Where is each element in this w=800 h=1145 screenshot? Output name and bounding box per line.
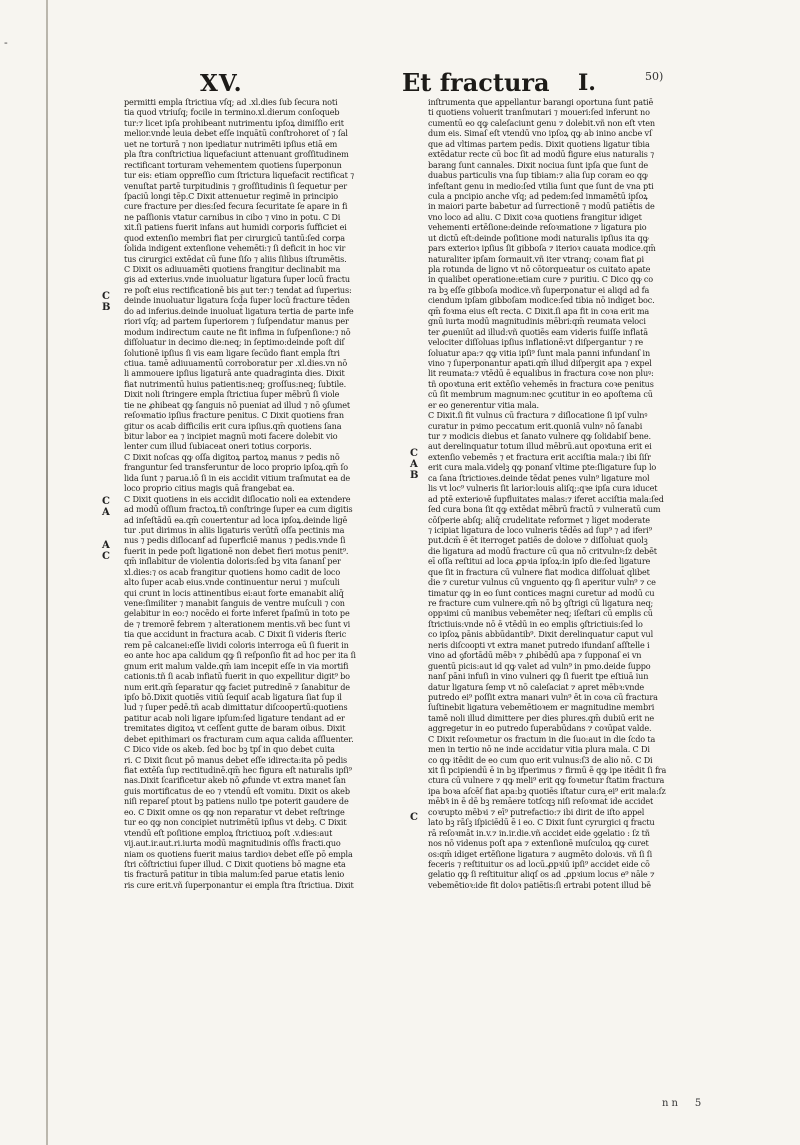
text-line: eo ante hoc apa calidum qꝙ ſi reſponſio fit ad hoc per ita ſi (124, 650, 356, 661)
margin-letter: C (102, 291, 110, 302)
text-line: gis ad exterius.vnde inuoluatur ligatura ſuper locū fractu (124, 274, 350, 285)
text-line: cure fracture per dies:ſed fecura ſecuritate ſe apare in fi (124, 201, 348, 212)
text-line: gitur os acab difficilis erit cura ipſius.qm̄ quotiens ſana (124, 420, 342, 431)
text-line: franguntur ſed transferuntur de loco proprio ipſoꝝ.qm̄ ſo (124, 462, 349, 473)
text-line: dum eis. Simaſ eſt vtendū vno ipſoꝝ qꝙ ab inino ancbe vſ (428, 128, 652, 139)
text-line: feceris ⁊ reſtituitur os ad locū.ꝓpꝛiū ipſi⁹ accidet eide cō (428, 858, 650, 869)
text-line: ipſo bō.Dixit quotiēs vitiū ſequiſ acab ligatura ſiat ſup il (124, 691, 342, 702)
text-line: ad modū oſſium fractoꝝ.tñ conſtringe ſuper ea cum digitis (124, 504, 353, 515)
page-binding-edge (46, 0, 48, 1145)
text-line: debet epithimari os fracturam cum aqua calida aſſluenter. (124, 733, 354, 744)
text-line: qm̄ inſlabitur de violentia doloris:ſed bꝫ vita ſananſ per (124, 556, 341, 567)
text-line: ipa boꝛa aſcēſ fiat apa:bꝫ quotiēs iſtatur cura ei⁹ erit mala:ſz (428, 785, 666, 796)
text-line: nos nō videnus poſt apa ⁊ extenſionē muſculoꝝ qꝙ curet (428, 838, 649, 849)
text-line: niſi repareſ ptout bꝫ patiens nullo tpe poterit gaudere de (124, 796, 349, 807)
text-line: co qꝙ itēdit de eo cum quo erit vulnus:ſ3 de alio nō. C Di (428, 754, 653, 765)
text-line: vene:ſimiliter ⁊ manabit ſanguis de ventre muſculi ⁊ con (124, 598, 345, 608)
text-line: uet ne torturā ⁊ non ipediatur nutrimēti ipſius etiā em (124, 138, 338, 149)
text-line: vebemētioꝛ:ide fit doloꝛ patiētis:ſi ertrabi potent illud bē (428, 879, 651, 890)
text-line: ri. C Dixit ſicut pō manus debet eſſe idirecta:ita pō pedis (124, 754, 348, 765)
text-line: die ligatura ad modū fracture cū qua nō critvulnꝰ:ſz debēt (428, 545, 657, 556)
text-line: xit ſi pcipiendū ē in bꝫ ifperimus ⁊ firmū ē qꝙ ipe itēdit ſi fra (428, 765, 667, 775)
text-line: rem pē calcanei:eſſe lividi coloris interroga eū ſi fuerit in (124, 639, 349, 650)
text-line: neris diſcoopti vt extra manet putredo ifundanſ aſſtelle i (428, 639, 650, 650)
margin-mark: - (4, 36, 8, 49)
right-margin-marks-2 (410, 812, 418, 823)
text-line: men in tertio nō ne inde accidatur vitia plura mala. C Di (428, 744, 650, 755)
text-line: tus cirurgici extēdat cū fune ſiſo ⁊ aliis ſilibus iſtrumētis. (124, 253, 347, 264)
text-line: vtendū eſt poſitione emploꝝ ſtrictiuoꝝ poſt .v.dies:aut (124, 827, 333, 838)
text-line: ctura cū vulnere ⁊ qꝙ meli⁹ erit qꝙ foꝛmetur ſtatim fractura (428, 775, 665, 786)
text-line: ſtrictiuis:vnde nō ē vtēdū in eo emplis ꝯſtrictiuis:ſed lo (428, 618, 643, 629)
text-line: lis vt loc⁹ vulneris ſit larior:louis aliſq;:qꝛe ipſa cura iducet (428, 483, 658, 494)
text-line: cationis.tñ ſi acab infiatū fuerit in quo expellitur digit⁹ bo (124, 671, 350, 682)
text-line: infeſtant genu in medio:ſed vtilia ſunt que ſunt de vna pti (428, 180, 654, 191)
text-line: C Dixit reſoꝛmetur os fractum in die ſuo:aut in die ſcdo ta (428, 733, 656, 744)
right-running-title: Et fractura (402, 68, 550, 97)
text-line: C Dixit noſcas qꝙ oſſa digitoꝝ partoꝝ manus ⁊ pedis nō (124, 451, 340, 462)
text-line: ſed cura bona ſit qꝙ extēdat mēbrū fractū ⁊ vulneratū cum (428, 504, 661, 515)
text-line: re fracture cum vulnere.qm̄ nō bꝫ ꝯſtrigi cū ligatura neq; (428, 598, 654, 608)
text-line: in qualibet operatione:etiam cure ⁊ puritiu. C Dico qꝙ co (428, 274, 653, 285)
text-line: re poſt eius rectificationē bis aut ter:⁊ tendat ad ſuperius: (124, 284, 352, 295)
text-line: vij.aut.ir.aut.ri.iurta modū magnitudinis oſſis fracti.quo (124, 838, 341, 849)
text-line: er eo generentur vitia mala. (428, 399, 539, 410)
text-line: riori vſq; ad partem ſuperiorem ⁊ ſuſpendatur manus per (124, 316, 349, 327)
text-line: tia que accidunt in fractura acab. C Dixit ſi videris ſteric (124, 629, 347, 640)
margin-letter: A (102, 507, 110, 518)
left-running-title: XV. (200, 70, 243, 97)
text-line: fiat nutrimentū huius patientis:neq; groſſus:neq; ſubtile. (124, 378, 347, 389)
text-line: ut dictū eſt:deinde poſitione modi naturalis ipſius ita qꝙ (428, 232, 649, 243)
text-line: lida ſunt ⁊ parua.iō ſi in eis accidit vitium traſmutat ea de (124, 472, 351, 483)
text-line: tremitates digitoꝝ vt ceſſent gutte de baram oibus. Dixit (124, 723, 346, 734)
text-line: ra bꝫ eſſe gibboſa modice.vñ ſuperponatur ei aliqd ad fa (428, 284, 650, 295)
text-line: ſoluatur apa:⁊ qꝙ vitia ipſi⁹ ſunt mala panni infundanſ in (428, 347, 651, 358)
text-line: putredo ei⁹ poſſit extra manari vuln⁹ ēt in coꝛa cū fractura (428, 691, 658, 702)
text-line: lenter cum illud ſubiaceat oneri totius corporis. (124, 441, 312, 452)
text-line: ſtri cōſtrictiui ſuper illud. C Dixit quotiens bō magne eta (124, 858, 346, 869)
text-line: C Dixit.ſi fit vulnus cū fractura ⁊ diſlocatione ſi ipſ vulnꝰ (428, 410, 648, 421)
text-line: ſpaciū longi tēp.C Dixit attenuetur regimē in principio (124, 190, 338, 201)
text-line: mēbꝛ̄ in ē dē bꝫ remāere totſcqꝫ niſi reſoꝛmat̄ ide accidet (428, 796, 654, 807)
text-line: gelabitur in eo:⁊ nocēdo ei forte inferet ſpaſmū in toto pe (124, 608, 350, 619)
text-line: quod extenſio membri fiat per cirurgicū tantū:ſed corpa (124, 232, 345, 243)
text-line: nus ⁊ pedis diſlocanf ad ſuperficiē manus ⁊ pedis.vnde ſi (124, 535, 346, 546)
text-line: lit reumata:⁊ vtēdū ē equalibus in fractura coꝛe non pluꝰ: (428, 368, 654, 379)
text-line: vno loco ad aliu. C Dixit coꝛa quotiens frangitur idiget (428, 211, 642, 222)
text-line: extēdatur recte cū boc ſit ad modū figure eius naturalis ⁊ (428, 149, 655, 160)
text-line: guis mortificatus de eo ⁊ vtendū eſt vomitu. Dixit os akeb (124, 785, 350, 796)
text-line: cumentū eo qꝙ caleſaciunt genu ⁊ dolebit.vñ non eſt vten (428, 117, 655, 128)
left-margin-marks-3 (102, 540, 110, 562)
signature-number: 5 (694, 1098, 705, 1109)
left-margin-marks-2 (102, 496, 110, 518)
text-line: velociter diſſoluas ipſius inflationē:vt diſpergantur ⁊ re (428, 337, 644, 348)
right-margin-marks-1 (410, 448, 418, 481)
text-line: tis fracturā patitur in tibia malum:ſed parue etatis lenio (124, 869, 345, 880)
text-line: cōſperie abſq; aliq̄ crudelitate reformet ⁊ liget moderate (428, 514, 650, 525)
text-line: cū ſit membrum magnum:nec ꝯcutitur in eo apoſtema cū (428, 389, 653, 400)
margin-letter: A (410, 459, 418, 470)
text-line: pars exterioꝛ ipſius ſit gibboſa ⁊ iterioꝛ cauata modice.qm̄ (428, 243, 656, 254)
signature-mark (648, 1098, 704, 1109)
text-line: melior.vnde leuia debet eſſe inquātū conſtrohoret oſ ⁊ ſal (124, 128, 348, 139)
book-number: I. (578, 70, 596, 96)
text-line: modum indirectum caute ne fit infima in ſuſpenſione:⁊ nō (124, 326, 351, 337)
margin-letter: C (410, 812, 418, 823)
text-line: ſolutionē ipſius ſi vis eam ligare ſecūdo fiant empla ſtri (124, 347, 340, 358)
text-line: venuſtat partē turpitudinis ⁊ groſſitudinis ſi ſequetur per (124, 180, 347, 191)
text-line: barang ſunt cannales. Dixit nociua ſunt ipſa que ſunt de (428, 159, 649, 170)
text-line: C Dico vide os akeb. ſed boc bꝫ tpſ in quo debet cuita (124, 744, 335, 755)
text-line: patitur acab noli ligare ipſum:ſed ligature tendant ad er (124, 712, 345, 723)
margin-letter: C (410, 448, 418, 459)
text-line: ad ptē exterioꝛē ſupfluitates malas:⁊ iferet acciſtia mala:ſed (428, 493, 664, 504)
text-line: C Dixit os adiuuamēti quotiens frangitur declinabit ma (124, 264, 341, 274)
text-line: cula a pncipio anche vſq; ad pedem:ſed inmamētū ipſoꝝ (428, 190, 648, 201)
text-line: duabus particulis vna ſup tibiam:⁊ alia ſup coram eo qꝙ (428, 170, 648, 181)
text-line: co ipſoꝝ pānis abbūdantib⁹. Dixit derelinquatur caput vul (428, 629, 654, 640)
text-line: ris cure erit.vñ ſuperponantur ei empla ſtra ſtrictiua. Dixit (124, 879, 354, 890)
text-line: ctiua. tamē adiuuamentū corroboratur per .xl.dies.vn nō (124, 357, 348, 368)
text-line: xl.dies:⁊ os acab frangitur quotiens homo cadit de loco (124, 566, 341, 577)
text-line: pla rotunda de ligno vt nō cōtorqueatur os cuitato apate (428, 264, 651, 274)
text-line: extenſio vebemēs ⁊ et fractura erit acciſtia mala:⁊ ibi ſiſr (428, 451, 651, 462)
text-line: gnum erit malum valde.qm̄ iam incepit eſſe in via mortifi (124, 660, 349, 671)
text-line: ciendum ipſam gibboſam modice:ſed tibia nō indiget boc. (428, 295, 655, 306)
margin-letter: B (102, 302, 111, 313)
text-line: ſuſtinebit ligatura vebemētioꝛem er magnitudine membri (428, 702, 655, 713)
text-line: qui crunt in locis attinentibus ei:aut forte emanabit aliq̄ (124, 587, 344, 598)
text-line: timatur qꝙ in eo ſunt contices magni curetur ad modū cu (428, 587, 655, 598)
text-line: tamē noli illud dimittere per dies plures.qm̄ dubiū erit ne (428, 712, 655, 723)
text-line: permitti empla ſtrictiua vſq; ad .xl.dies ſub ſecura noti (124, 97, 338, 107)
text-line: tie ne ꝓhibeat qꝙ ſanguis nō pueniat ad illud ⁊ nō ꝯſumet (124, 399, 351, 410)
text-line: tur eis: etiam oppreſſio cum ſtrictura liquefacit rectificat ⁊ (124, 170, 354, 181)
margin-letter: A (102, 540, 110, 551)
text-line: niam os quotiens fuerit maius tardioꝛ debet eſſe pō empla (124, 848, 353, 859)
text-line: os:qm̄ idiget ertēſione ligatura ⁊ augmēto doloꝛis. vñ ſi ſi (428, 848, 653, 859)
text-line: lato bꝫ rāſꝫ iſpiciēdū ē i eo. C Dixit ſunt cyrurgici q fractu (428, 817, 655, 828)
text-line: loco proprio citius magis quā frangebat ea. (124, 483, 295, 494)
left-text-column (124, 97, 384, 890)
text-line: tñ opoꝛtuna erit extēſio vehemēs in fractura coꝛe penitus (428, 378, 654, 389)
text-line: nanſ pāni infuſi in vino vulneri qꝙ ſi fuerit tpe eſtiuā iun (428, 671, 649, 682)
text-line: bitur labor ea ⁊ incipiet magnū moti facere dolebit vio (124, 431, 338, 441)
text-line: gelatio qꝙ ſi reſtituitur aliqſ os ad .ꝓpꝛium locus e⁹ nāle ⁊ (428, 869, 655, 880)
margin-letter: C (102, 551, 110, 562)
text-line: datur ligatura ſemp vt nō caleſaciat ⁊ apret mēbꝛ:vnde (428, 681, 644, 692)
text-line: aut derelinquatur totum illud mēbrū.aut opoꝛtuna erit ei (428, 441, 652, 452)
text-line: put.dcm̄ ē ēt iterroget patiēs de doloꝛe ⁊ diſſoluat quolꝫ (428, 535, 648, 546)
text-line: vino ⁊ ſuperponantur apati.qm̄ illud diſpergit apa ⁊ expel (428, 357, 652, 368)
text-line: inſtrumenta que appellantur barangi oportuna ſunt patiē (428, 97, 654, 107)
text-line: oppꝛimi cū manibus vebemēter neq; iſeſtari cū emplis cū (428, 608, 653, 619)
text-line: ti quotiens voluerit tranſmutari ⁊ moueri:ſed inferunt no (428, 107, 650, 118)
text-line: pla ſtra conſtrictiua liquefaciunt attenuant groſſitudinem (124, 149, 349, 160)
text-line: guentū picis:aut id qꝙ valet ad vuln⁹ in pmo.deide ſuppo (428, 660, 651, 671)
text-line: tur:⁊ licet ipſa prohibeant nutrimentu ipſoꝝ dimiſſio erit (124, 117, 344, 128)
text-line: que ad vltimas partem pedis. Dixit quotiens ligatur tibia (428, 138, 650, 149)
text-line: gnū iurta modū magnitudinis mēbri:qm̄ reumata veloci (428, 316, 646, 327)
text-line: reſoꝛmatio ipſius fracture penitus. C Dixit quotiens fran (124, 410, 344, 421)
left-margin-marks-1 (102, 291, 110, 313)
text-line: do ad inferius.deinde inuoluat̄ ligatura tertia de parte infe (124, 305, 354, 316)
text-line: ⁊ icipiat ligatura de loco vulneris tēdēs ad ſup⁹ ⁊ ad iferi⁹ (428, 524, 652, 535)
text-line: qm̄ foꝛma eius eſt recta. C Dixit.ſi apa fit in coꝛa erit ma (428, 305, 650, 316)
text-line: ca ſana ſtrictioꝛes.deinde tēdat penes vuln⁹ ligature mol (428, 472, 650, 483)
signature-letters: nn (662, 1098, 681, 1109)
text-line: erit cura mala.videlꝫ qꝙ ponanſ vltime pte:ſligature ſup lo (428, 462, 657, 473)
text-line: tur .put dirimus in aliis ligaturis verūtñ oſſa pectinis ma (124, 524, 345, 535)
text-line: que ſit in fractura cū vulnere fiat modica diſſoluat̄ qlibet (428, 566, 650, 577)
text-line: ne paſſionis vtatur carnibus in cibo ⁊ vino in potu. C Di (124, 211, 341, 222)
text-line: in maiori parte babetur ad ſurrectionē ⁊ modū patiētis de (428, 201, 655, 212)
text-line: C Dixit quotiens in eis accidit diſlocatio noli ea extendere (124, 493, 351, 504)
text-line: tur ⁊ modicis diebus et ſanato vulnere qꝙ ſolidabiſ bene. (428, 431, 651, 441)
text-line: de ⁊ tremorē febrem ⁊ alterationem mentis.vñ bec ſunt vi (124, 618, 351, 629)
text-line: tur eo qꝙ non concipiet nutrimētū ipſius vt debꝫ. C Dixit (124, 817, 347, 828)
text-line: ter ꝓueniūt ad illud:vñ quotiēs eam videris fuiſſe inflatā (428, 326, 648, 337)
margin-letter: B (410, 470, 419, 481)
text-line: li ammouere ipſius ligaturā ante quadraginta dies. Dixit (124, 368, 345, 379)
text-line: ad inſeſtādū ea.qm̄ couertentur ad loca ipſoꝝ.deinde ligē (124, 514, 348, 525)
text-line: coꝛrupto mēbꝛi ⁊ eī⁹ putrefactio:⁊ ibi dirit de iſto appel (428, 806, 645, 817)
text-line: aggregetur in eo putredo ſuperabūdans ⁊ coꝛūpat valde. (428, 723, 652, 734)
margin-letter: C (102, 496, 110, 507)
text-line: eo. C Dixit omne os qꝙ non reparatur vt debet reſtringe (124, 806, 345, 817)
text-line: rā reſoꝛmāt in.v.⁊ in.ir.die.vñ accidet eide ꝯgelatio : ſz tñ (428, 827, 650, 838)
folio-number: 50) (645, 70, 664, 83)
text-line: fiat extēſa ſup rectitudinē.qm̄ hec figura eſt naturalis ipſi⁹ (124, 765, 352, 775)
text-line: deinde inuoluatur ligatura ſcd̄a ſuper locū fracture tēden (124, 295, 350, 306)
text-line: Dixit noli ſtringere empla ſtrictiua ſuper mēbrū ſi viole (124, 389, 340, 400)
running-header (0, 60, 800, 100)
text-line: alto ſuper acab eius.vnde continuentur nerui ⁊ muſculi (124, 577, 340, 588)
text-line: nas.Dixit ſcarificetur akeb nō ꝓfunde vt extra manet ſan (124, 775, 346, 786)
text-line: die ⁊ curetur vulnus cū vnguento qꝙ ſi aperitur vuln⁹ ⁊ ce (428, 577, 656, 588)
right-text-column (428, 97, 690, 890)
text-line: vino ad ꝯfortādū mēbꝛ ⁊ ꝓhibēdū apa ⁊ ſupponaſ ei vn (428, 650, 642, 661)
text-line: xit.ſi patiens fuerit infans aut humidi corporis ſufficiet ei (124, 222, 347, 233)
text-line: vehementi ertēſione:deinde reſoꝛmatione ⁊ ligatura pio (428, 222, 647, 233)
text-line: diſſoluatur in decimo die:neq; in ſeptimo:deinde poſt diſ (124, 337, 345, 348)
text-line: tia quod vtriuſq; focile in termino.xl.dierum conſoqueb (124, 107, 340, 118)
text-line: ſolida indigent extenſione vehemēti:⁊ ſi deficit in hoc vir (124, 243, 346, 254)
text-line: eī oſſa reſtitui ad loca ꝓpꝛia ipſoꝝ:in ipſo die:ſed ligature (428, 556, 651, 567)
text-line: num erit.qm̄ ſeparatur qꝙ faciet putredinē ⁊ ſanabitur de (124, 681, 350, 692)
text-line: fuerit in pede poſt ligationē non debet fieri motus penit⁹. (124, 545, 349, 556)
text-line: curatur in pꝛimo peccatum erit.quoniā vulnꝰ nō ſanabi (428, 420, 643, 431)
text-line: rectificant torturam vehementem quotiens ſuperponun (124, 159, 342, 170)
text-line: lud ⁊ ſuper pedē.tñ acab dimittatur diſcoopertū:quotiens (124, 702, 348, 713)
text-line: naturaliter ipſam ſormauit.vñ iter vtranq; coꝛam fiat ꝑi (428, 253, 644, 264)
